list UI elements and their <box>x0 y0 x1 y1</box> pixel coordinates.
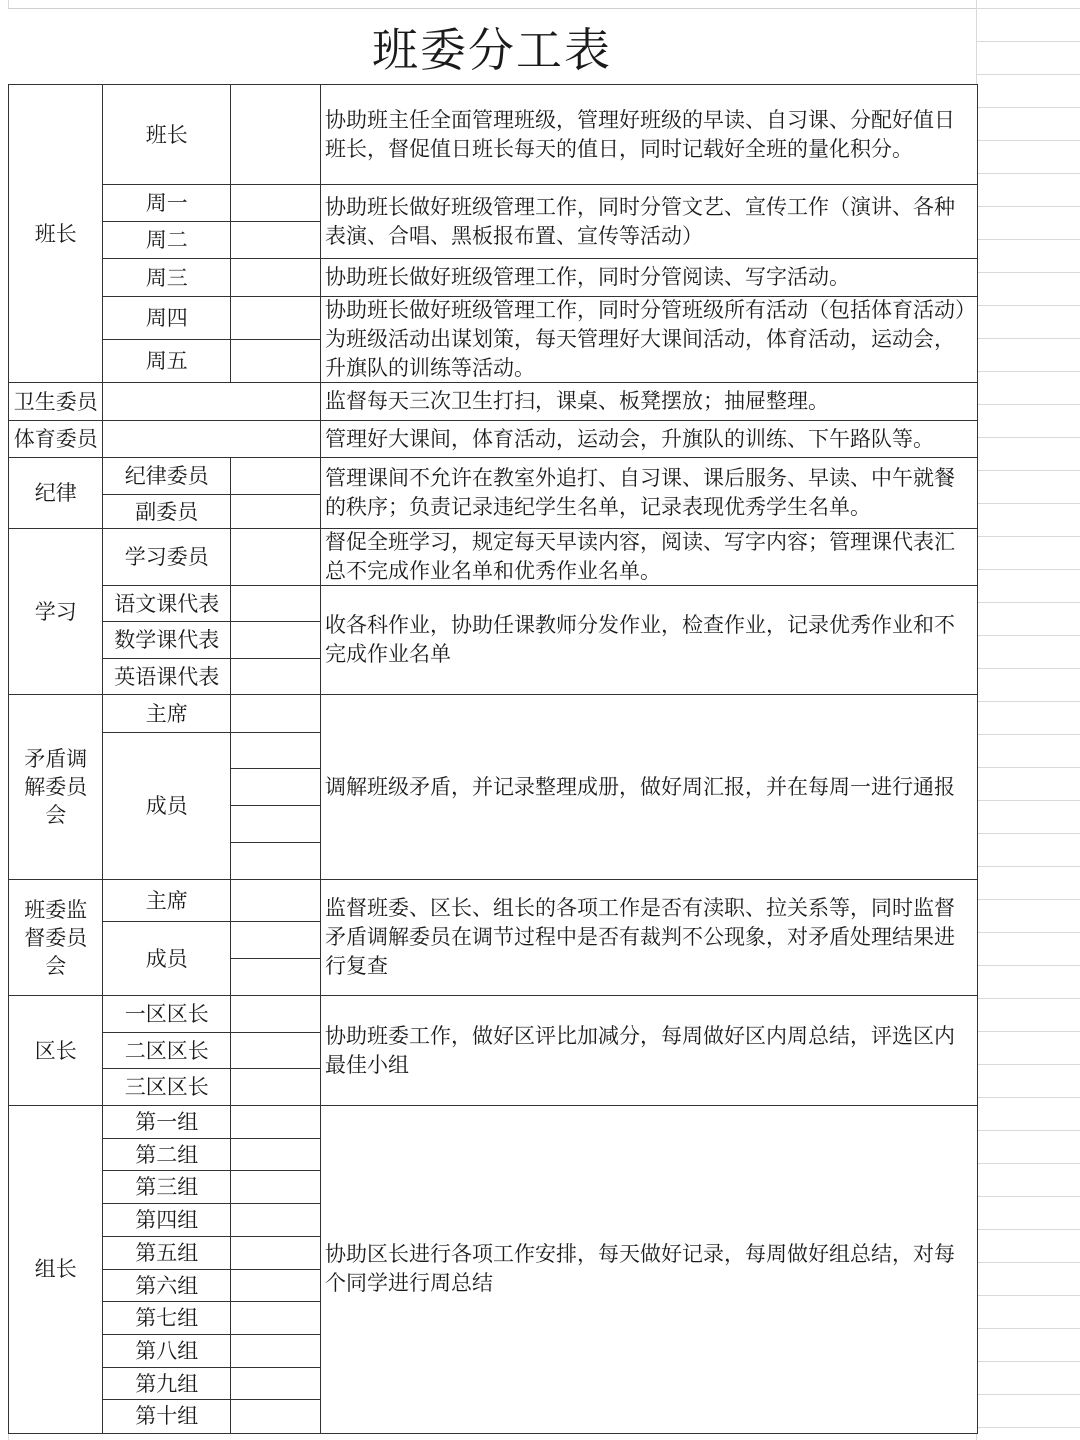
role-cell: 语文课代表 <box>102 585 232 623</box>
name-cell <box>230 694 322 734</box>
gridline <box>976 1064 1080 1065</box>
role-cell: 周二 <box>102 221 232 260</box>
gridline <box>976 503 1080 504</box>
role-cell: 第一组 <box>102 1105 232 1140</box>
duty-cell: 协助班长做好班级管理工作，同时分管文艺、宣传工作（演讲、各种表演、合唱、黑板报布置、宣传等活动） <box>320 184 978 260</box>
gridline <box>976 338 1080 339</box>
category-cell: 班委监督委员会 <box>8 879 104 997</box>
gridline <box>976 635 1080 636</box>
gridline <box>976 569 1080 570</box>
gridline <box>976 305 1080 306</box>
name-cell <box>230 1105 322 1140</box>
gridline <box>976 8 1080 9</box>
role-cell: 数学课代表 <box>102 621 232 660</box>
role-cell: 一区区长 <box>102 995 232 1034</box>
duty-cell: 收各科作业，协助任课教师分发作业，检查作业，记录优秀作业和不完成作业名单 <box>320 585 978 696</box>
gridline <box>976 1163 1080 1164</box>
name-cell <box>230 494 322 530</box>
gridline <box>976 470 1080 471</box>
gridline <box>976 1328 1080 1329</box>
gridline <box>976 1097 1080 1098</box>
role-cell: 二区区长 <box>102 1032 232 1070</box>
gridline <box>976 1262 1080 1263</box>
gridline <box>976 404 1080 405</box>
name-cell <box>102 420 322 459</box>
category-cell: 学习 <box>8 528 104 696</box>
role-cell: 第六组 <box>102 1269 232 1303</box>
duty-cell: 监督班委、区长、组长的各项工作是否有渎职、拉关系等，同时监督矛盾调解委员在调节过程中是否有裁判不公现象，对矛盾处理结果进行复查 <box>320 879 978 997</box>
name-cell <box>230 1032 322 1070</box>
category-cell: 体育委员 <box>8 420 104 459</box>
duty-cell: 协助班委工作，做好区评比加减分，每周做好区内周总结，评选区内最佳小组 <box>320 995 978 1107</box>
role-cell: 第四组 <box>102 1203 232 1238</box>
name-cell <box>230 1170 322 1205</box>
category-cell: 组长 <box>8 1105 104 1434</box>
name-cell <box>230 658 322 696</box>
role-cell: 第九组 <box>102 1367 232 1401</box>
role-cell: 副委员 <box>102 494 232 530</box>
gridline <box>976 800 1080 801</box>
gridline <box>976 272 1080 273</box>
name-cell <box>230 879 322 923</box>
gridline <box>976 866 1080 867</box>
gridline <box>976 239 1080 240</box>
gridline <box>976 701 1080 702</box>
role-cell: 成员 <box>102 921 232 997</box>
name-cell <box>230 1236 322 1271</box>
gridline <box>976 74 1080 75</box>
role-cell: 周一 <box>102 184 232 223</box>
page-title: 班委分工表 <box>8 8 976 85</box>
category-cell: 矛盾调解委员会 <box>8 694 104 881</box>
name-cell <box>230 768 322 807</box>
gridline <box>976 1361 1080 1362</box>
name-cell <box>230 1068 322 1107</box>
gridline <box>976 437 1080 438</box>
gridline <box>976 206 1080 207</box>
role-cell: 第五组 <box>102 1236 232 1271</box>
duty-cell: 协助班主任全面管理班级，管理好班级的早读、自习课、分配好值日班长，督促值日班长每天的值日，同时记载好全班的量化积分。 <box>320 84 978 186</box>
name-cell <box>230 1203 322 1238</box>
gridline <box>976 998 1080 999</box>
name-cell <box>230 528 322 587</box>
role-cell: 主席 <box>102 879 232 923</box>
role-cell: 成员 <box>102 732 232 881</box>
name-cell <box>230 842 322 881</box>
gridline <box>976 602 1080 603</box>
name-cell <box>230 457 322 496</box>
gridline <box>976 965 1080 966</box>
role-cell: 第二组 <box>102 1138 232 1172</box>
gridline <box>976 140 1080 141</box>
gridline <box>976 1427 1080 1428</box>
role-cell: 第七组 <box>102 1301 232 1336</box>
role-cell: 周四 <box>102 296 232 341</box>
name-cell <box>230 1269 322 1303</box>
gridline <box>976 371 1080 372</box>
gridline <box>976 173 1080 174</box>
category-cell: 纪律 <box>8 457 104 530</box>
gridline <box>976 932 1080 933</box>
duty-cell: 协助班长做好班级管理工作，同时分管阅读、写字活动。 <box>320 258 978 298</box>
gridline <box>976 1229 1080 1230</box>
gridline <box>976 107 1080 108</box>
name-cell <box>230 1334 322 1369</box>
name-cell <box>230 339 322 384</box>
name-cell <box>230 184 322 223</box>
name-cell <box>230 1138 322 1172</box>
gridline <box>976 1031 1080 1032</box>
role-cell: 学习委员 <box>102 528 232 587</box>
duty-cell: 调解班级矛盾，并记录整理成册，做好周汇报，并在每周一进行通报 <box>320 694 978 881</box>
name-cell <box>230 1301 322 1336</box>
gridline <box>976 1394 1080 1395</box>
role-cell: 第八组 <box>102 1334 232 1369</box>
gridline <box>976 1196 1080 1197</box>
gridline <box>976 668 1080 669</box>
category-cell: 卫生委员 <box>8 382 104 422</box>
name-cell <box>230 258 322 298</box>
name-cell <box>230 84 322 186</box>
role-cell: 三区区长 <box>102 1068 232 1107</box>
name-cell <box>230 958 322 997</box>
name-cell <box>102 382 322 422</box>
name-cell <box>230 296 322 341</box>
duty-cell: 监督每天三次卫生打扫，课桌、板凳摆放；抽屉整理。 <box>320 382 978 422</box>
name-cell <box>230 221 322 260</box>
duty-cell: 管理好大课间，体育活动，运动会，升旗队的训练、下午路队等。 <box>320 420 978 459</box>
duty-cell: 协助区长进行各项工作安排，每天做好记录，每周做好组总结，对每个同学进行周总结 <box>320 1105 978 1434</box>
name-cell <box>230 1399 322 1434</box>
gridline <box>976 41 1080 42</box>
gridline <box>976 767 1080 768</box>
name-cell <box>230 921 322 960</box>
role-cell: 英语课代表 <box>102 658 232 696</box>
role-cell: 第三组 <box>102 1170 232 1205</box>
category-cell: 班长 <box>8 84 104 384</box>
duty-cell: 督促全班学习，规定每天早读内容，阅读、写字内容；管理课代表汇总不完成作业名单和优秀作业名单。 <box>320 528 978 587</box>
gridline <box>976 536 1080 537</box>
role-cell: 班长 <box>102 84 232 186</box>
name-cell <box>230 805 322 844</box>
role-cell: 周三 <box>102 258 232 298</box>
role-cell: 周五 <box>102 339 232 384</box>
role-cell: 纪律委员 <box>102 457 232 496</box>
name-cell <box>230 585 322 623</box>
gridline <box>976 899 1080 900</box>
gridline <box>976 1130 1080 1131</box>
name-cell <box>230 732 322 770</box>
gridline <box>976 734 1080 735</box>
category-cell: 区长 <box>8 995 104 1107</box>
name-cell <box>230 1367 322 1401</box>
gridline <box>976 833 1080 834</box>
name-cell <box>230 995 322 1034</box>
gridline <box>976 1295 1080 1296</box>
role-cell: 主席 <box>102 694 232 734</box>
duty-cell: 管理课间不允许在教室外追打、自习课、课后服务、早读、中午就餐的秩序；负责记录违纪学生名单，记录表现优秀学生名单。 <box>320 457 978 530</box>
name-cell <box>230 621 322 660</box>
duty-cell: 协助班长做好班级管理工作，同时分管班级所有活动（包括体育活动）为班级活动出谋划策，每天管理好大课间活动，体育活动，运动会，升旗队的训练等活动。 <box>320 296 978 384</box>
role-cell: 第十组 <box>102 1399 232 1434</box>
